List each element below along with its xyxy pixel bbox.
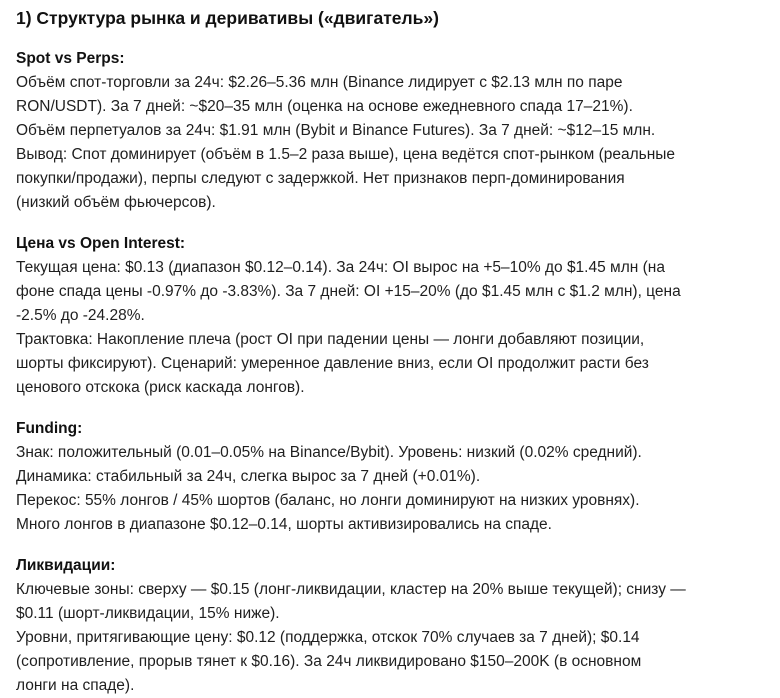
section-heading: Ликвидации: <box>16 557 116 574</box>
paragraph-line: Знак: положительный (0.01–0.05% на Binance/Bybit). Уровень: низкий (0.02% средний). <box>16 444 642 461</box>
paragraph-line: Объём перпетуалов за 24ч: $1.91 млн (Bybit и Binance Futures). За 7 дней: ~$12–15 млн. <box>16 122 656 139</box>
section-heading: Цена vs Open Interest: <box>16 235 186 252</box>
paragraph-line: Уровни, притягивающие цену: $0.12 (поддержка, отскок 70% случаев за 7 дней); $0.14 <box>16 629 640 646</box>
paragraph-line: фоне спада цены -0.97% до -3.83%). За 7 дней: OI +15–20% (до $1.45 млн с $1.2 млн), цена <box>16 283 681 300</box>
paragraph-line: Перекос: 55% лонгов / 45% шортов (баланс, но лонги доминируют на низких уровнях). <box>16 492 640 509</box>
section-spot-vs-perps <box>16 47 772 215</box>
paragraph-line: Динамика: стабильный за 24ч, слегка вырос за 7 дней (+0.01%). <box>16 468 481 485</box>
section-heading: Funding: <box>16 420 83 437</box>
paragraph-line: покупки/продажи), перпы следуют с задержкой. Нет признаков перп-доминирования <box>16 170 625 187</box>
paragraph-line: -2.5% до -24.28%. <box>16 307 145 324</box>
section-heading: Spot vs Perps: <box>16 50 125 67</box>
paragraph-line: $0.11 (шорт-ликвидации, 15% ниже). <box>16 605 280 622</box>
section-price-vs-oi <box>16 232 772 400</box>
paragraph-line: шорты фиксируют). Сценарий: умеренное давление вниз, если OI продолжит расти без <box>16 355 649 372</box>
paragraph-line: Много лонгов в диапазоне $0.12–0.14, шорты активизировались на спаде. <box>16 516 552 533</box>
paragraph-line: Объём спот-торговли за 24ч: $2.26–5.36 млн (Binance лидирует с $2.13 млн по паре <box>16 74 623 91</box>
paragraph-line: RON/USDT). За 7 дней: ~$20–35 млн (оценка на основе ежедневного спада 17–21%). <box>16 98 633 115</box>
paragraph-line: (низкий объём фьючерсов). <box>16 194 216 211</box>
paragraph-line: Ключевые зоны: сверху — $0.15 (лонг-ликвидации, кластер на 20% выше текущей); снизу — <box>16 581 686 598</box>
paragraph-line: (сопротивление, прорыв тянет к $0.16). За 24ч ликвидировано $150–200K (в основном <box>16 653 642 670</box>
paragraph-line: Текущая цена: $0.13 (диапазон $0.12–0.14). За 24ч: OI вырос на +5–10% до $1.45 млн (на <box>16 259 665 276</box>
paragraph-line: лонги на спаде). <box>16 677 135 694</box>
paragraph-line: Вывод: Спот доминирует (объём в 1.5–2 раза выше), цена ведётся спот-рынком (реальные <box>16 146 676 163</box>
section-liquidations <box>16 554 772 698</box>
paragraph-line: ценового отскока (риск каскада лонгов). <box>16 379 305 396</box>
document-title: 1) Структура рынка и деривативы («двигатель») <box>16 8 439 28</box>
section-funding <box>16 417 772 537</box>
document <box>16 0 772 698</box>
paragraph-line: Трактовка: Накопление плеча (рост OI при падении цены — лонги добавляют позиции, <box>16 331 645 348</box>
